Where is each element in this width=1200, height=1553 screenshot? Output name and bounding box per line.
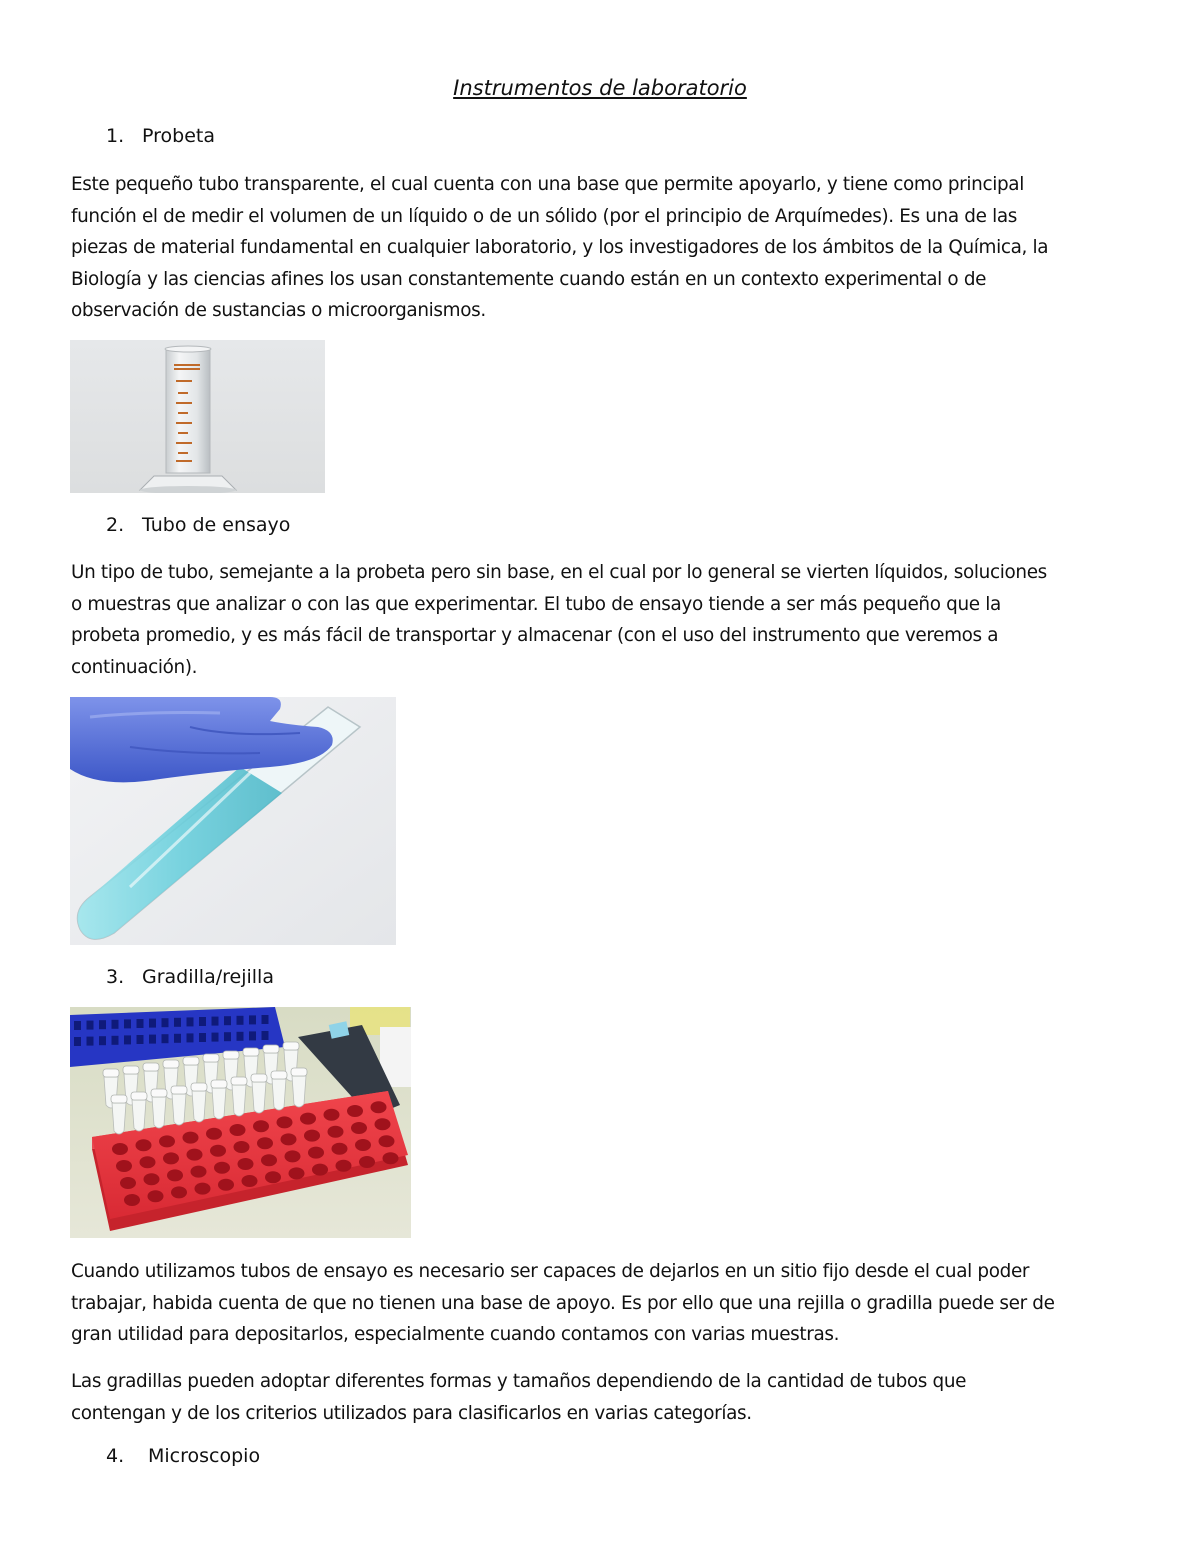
section-heading-text: Tubo de ensayo: [142, 514, 291, 536]
paragraph-line: contengan y de los criterios utilizados para clasificarlos en varias categorías.: [71, 1402, 752, 1424]
paragraph-line: Cuando utilizamos tubos de ensayo es necesario ser capaces de dejarlos en un sitio fijo desde el cual poder: [71, 1261, 1030, 1282]
paragraph-line: Biología y las ciencias afines los usan constantemente cuando están en un contexto experimental o de: [71, 268, 987, 290]
paragraph-line: piezas de material fundamental en cualquier laboratorio, y los investigadores de los ámbitos de la Química, la: [71, 237, 1049, 258]
paragraph-line: Las gradillas pueden adoptar diferentes formas y tamaños dependiendo de la cantidad de tubos que: [71, 1371, 967, 1392]
paragraph-line: observación de sustancias o microorganismos.: [71, 300, 486, 321]
paragraph-tubo-de-ensayo: [71, 557, 1131, 683]
document-title: Instrumentos de laboratorio: [453, 76, 747, 100]
paragraph-line: o muestras que analizar o con las que experimentar. El tubo de ensayo tiende a ser más pequeño que la: [71, 593, 1001, 615]
paragraph-line: Un tipo de tubo, semejante a la probeta pero sin base, en el cual por lo general se vierten líquidos, soluciones: [71, 562, 1047, 583]
paragraph-gradilla-1: [71, 1256, 1131, 1351]
section-heading-text: Probeta: [142, 125, 215, 147]
paragraph-line: Este pequeño tubo transparente, el cual cuenta con una base que permite apoyarlo, y tiene como principal: [71, 174, 1024, 195]
section-heading-microscopio: [106, 1445, 260, 1467]
section-number: 4.: [106, 1445, 125, 1467]
probeta-image: [70, 340, 325, 493]
paragraph-gradilla-2: [71, 1366, 1131, 1429]
paragraph-probeta: [71, 169, 1131, 327]
paragraph-line: gran utilidad para depositarlos, especialmente cuando contamos con varias muestras.: [71, 1324, 840, 1345]
paragraph-line: continuación).: [71, 656, 198, 678]
paragraph-line: función el de medir el volumen de un líquido o de un sólido (por el principio de Arquímedes). Es una de las: [71, 205, 1017, 227]
section-number: 1.: [106, 125, 125, 147]
section-heading-text: Microscopio: [148, 1445, 261, 1467]
paragraph-line: trabajar, habida cuenta de que no tienen una base de apoyo. Es por ello que una rejilla o gradilla puede ser de: [71, 1292, 1055, 1314]
section-heading-tubo-de-ensayo: [106, 514, 290, 536]
section-heading-text: Gradilla/rejilla: [142, 966, 274, 988]
gradilla-image: [70, 1007, 411, 1238]
section-heading-probeta: [106, 125, 215, 147]
section-number: 3.: [106, 966, 125, 988]
tubo-de-ensayo-image: [70, 697, 396, 945]
paragraph-line: probeta promedio, y es más fácil de transportar y almacenar (con el uso del instrumento que veremos a: [71, 625, 999, 646]
section-heading-gradilla: [106, 966, 274, 988]
section-number: 2.: [106, 514, 125, 536]
